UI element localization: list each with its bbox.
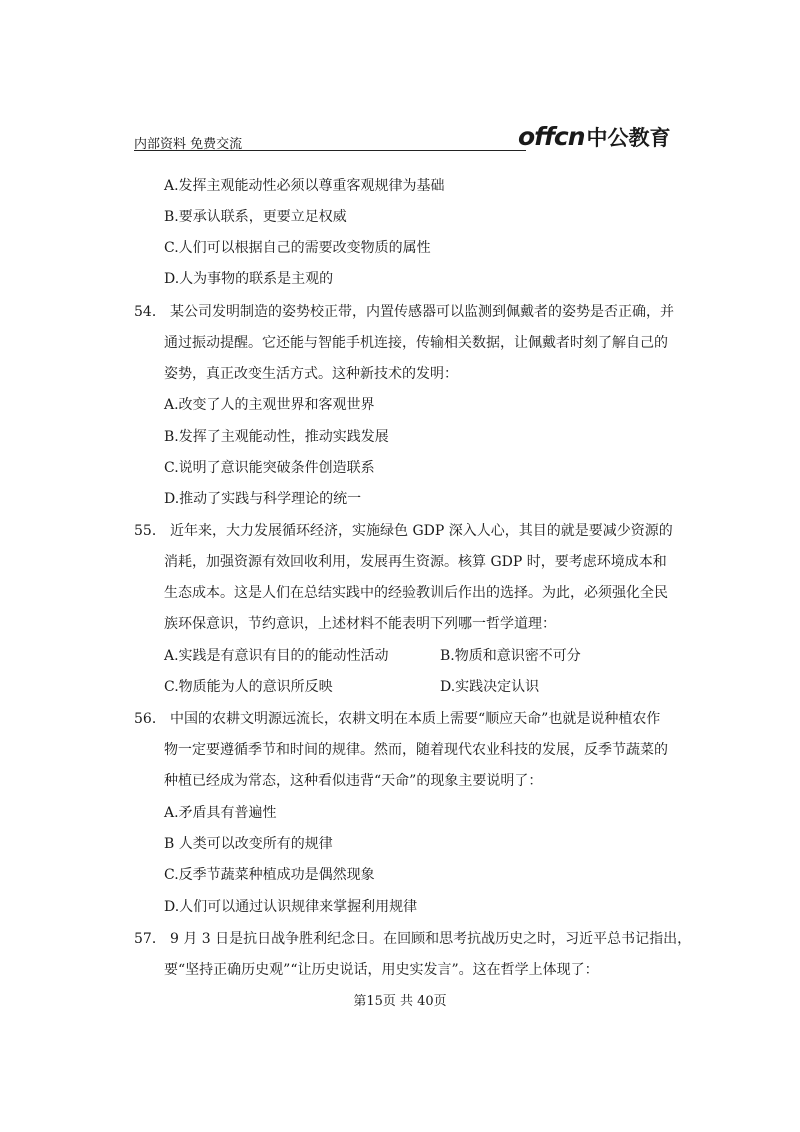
page-header [134,124,670,154]
q55-option-a: A.实践是有意识有目的的能动性活动 [164,648,389,664]
q53-option-b: B.要承认联系，更要立足权威 [164,209,347,225]
q54-line: 通过振动提醒。它还能与智能手机连接，传输相关数据，让佩戴者时刻了解自己的 [164,335,668,351]
q57-line: 9 月 3 日是抗日战争胜利纪念日。在回顾和思考抗战历史之时，习近平总书记指出， [170,931,692,947]
q55-option-c: C.物质能为人的意识所反映 [164,679,333,695]
q55-line: 消耗，加强资源有效回收利用，发展再生资源。核算 GDP 时，要考虑环境成本和 [164,554,667,570]
q56-option-d: D.人们可以通过认识规律来掌握利用规律 [164,899,418,915]
q54-option-b: B.发挥了主观能动性，推动实践发展 [164,429,389,445]
q56-line: 中国的农耕文明源远流长，农耕文明在本质上需要“顺应天命”也就是说种植农作 [170,711,661,727]
q55-option-b: B.物质和意识密不可分 [440,648,581,664]
page-footer: 第15页 共 40页 [353,994,447,1009]
logo-chinese-text: 中公教育 [586,126,671,150]
q55-option-d: D.实践决定认识 [440,679,540,695]
offcn-logo [518,122,671,152]
q55-line: 近年来，大力发展循环经济，实施绿色 GDP 深入人心，其目的就是要减少资源的 [170,523,673,539]
header-rule [134,150,526,151]
q56-option-a: A.矛盾具有普遍性 [164,805,277,821]
q56-line: 物一定要遵循季节和时间的规律。然而，随着现代农业科技的发展，反季节蔬菜的 [164,742,668,758]
q55-line: 生态成本。这是人们在总结实践中的经验教训后作出的选择。为此，必须强化全民 [164,585,668,601]
q56-line: 种植已经成为常态，这种看似违背“天命”的现象主要说明了： [164,773,543,789]
q57-number: 57． [134,931,166,947]
q54-line: 姿势，真正改变生活方式。这种新技术的发明： [164,366,458,382]
q53-option-d: D.人为事物的联系是主观的 [164,271,334,287]
q54-option-d: D.推动了实践与科学理论的统一 [164,491,362,507]
q57-line: 要“坚持正确历史观”“让历史说话，用史实发言”。这在哲学上体现了： [164,962,599,978]
header-text: 内部资料 免费交流 [134,137,243,152]
q56-option-b: B 人类可以改变所有的规律 [164,836,333,852]
q54-number: 54． [134,304,166,320]
q54-option-c: C.说明了意识能突破条件创造联系 [164,460,375,476]
q56-option-c: C.反季节蔬菜种植成功是偶然现象 [164,867,375,883]
q53-option-a: A.发挥主观能动性必须以尊重客观规律为基础 [164,178,445,194]
q54-line: 某公司发明制造的姿势校正带，内置传感器可以监测到佩戴者的姿势是否正确，并 [170,304,674,320]
q53-option-c: C.人们可以根据自己的需要改变物质的属性 [164,240,431,256]
q55-number: 55． [134,523,166,539]
q56-number: 56． [134,711,166,727]
logo-latin-text: offcn [518,122,585,151]
q54-option-a: A.改变了人的主观世界和客观世界 [164,397,375,413]
q55-line: 族环保意识，节约意识，上述材料不能表明下列哪一哲学道理： [164,616,556,632]
